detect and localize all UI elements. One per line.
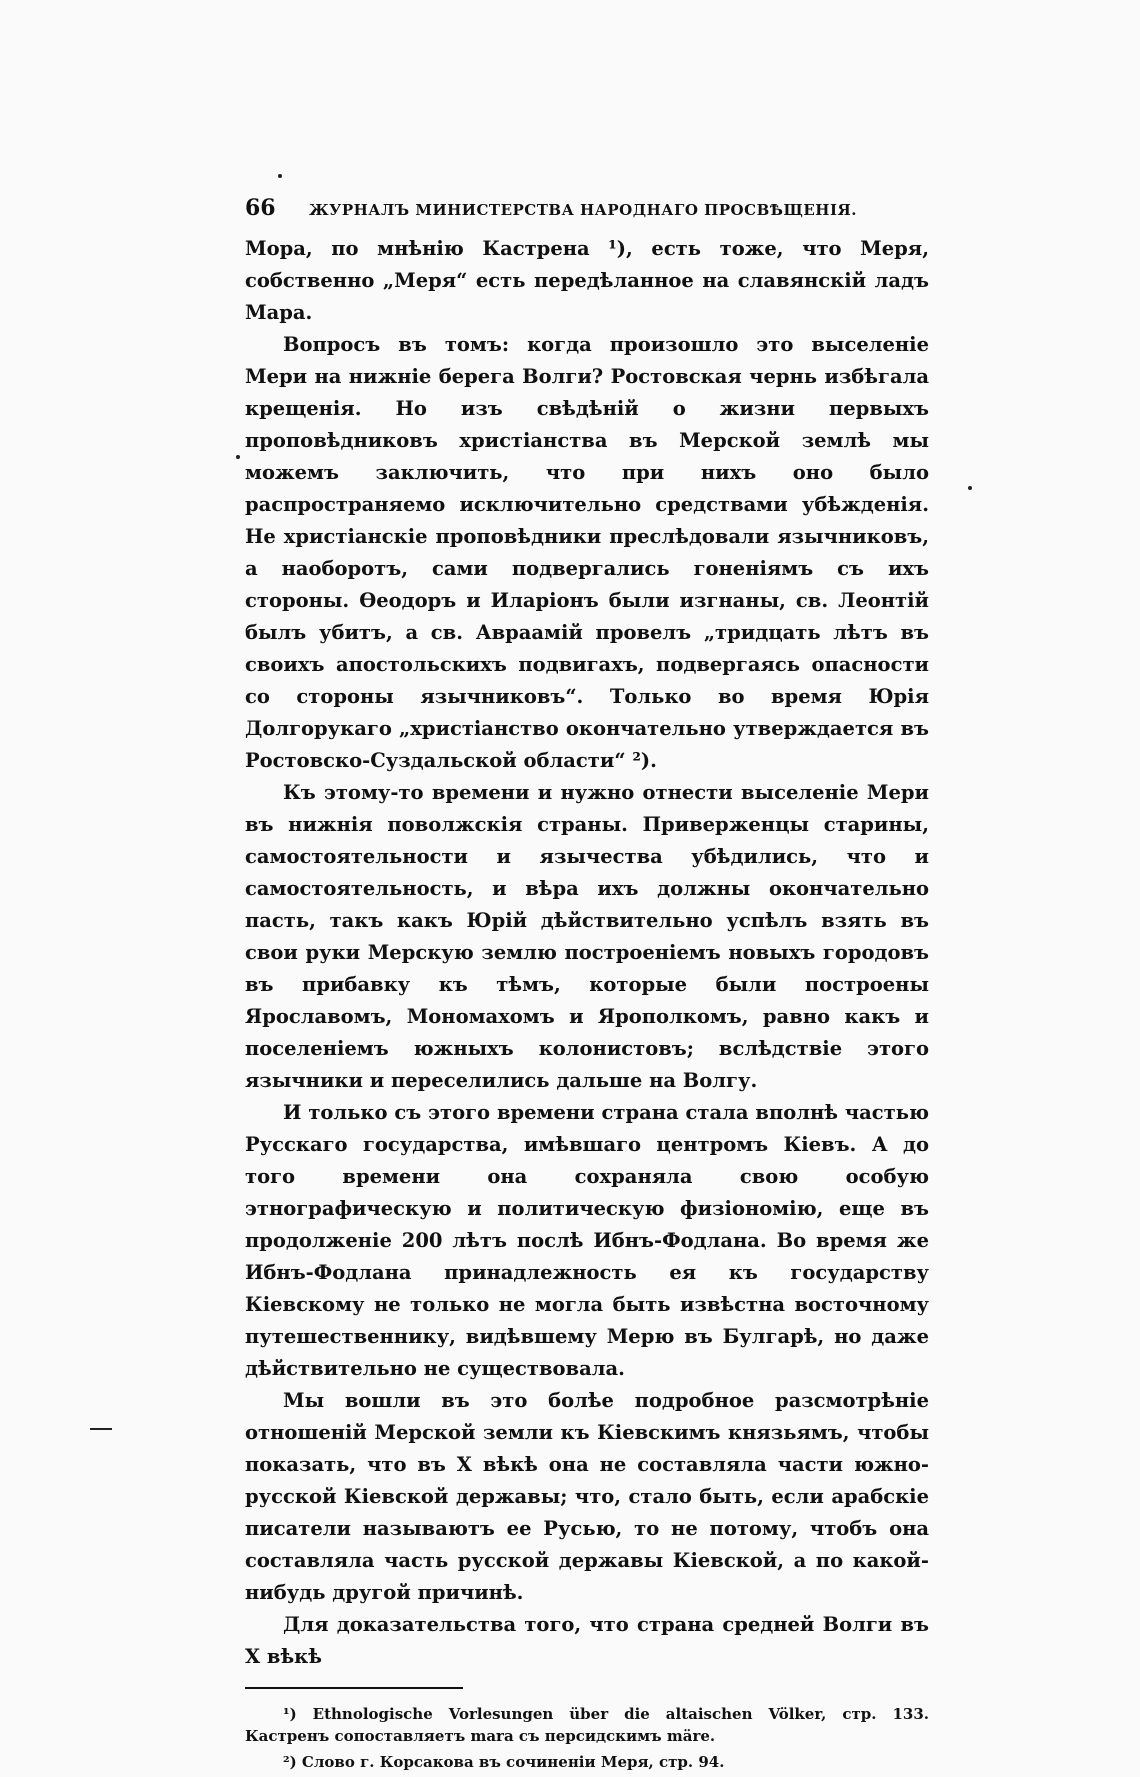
paragraph-1: Мора, по мнѣнію Кастрена ¹), есть тоже, что Меря, собственно „Меря“ есть передѣланное на славянскій ладъ Мара. [245, 237, 929, 324]
footnote-2 [245, 1751, 929, 1773]
footnote-1-marker: ¹) [283, 1705, 297, 1723]
paragraph-6: Для доказательства того, что страна средней Волги въ X вѣкѣ [245, 1613, 929, 1668]
running-head [245, 195, 929, 221]
page-number: 66 [245, 195, 276, 221]
footnote-2-marker: ²) [283, 1753, 297, 1771]
paragraph-2: Вопросъ въ томъ: когда произошло это выселеніе Мери на нижніе берега Волги? Ростовская чернь избѣгала крещенія. Но изъ свѣдѣній о жизни первыхъ проповѣдниковъ христіанства въ Мерской землѣ мы можемъ заключить, что при нихъ оно было распространяемо исключительно средствами убѣжденія. Не христіанскіе проповѣдники преслѣдовали язычниковъ, а наоборотъ, сами подвергались гоненіямъ съ ихъ стороны. Ѳеодоръ и Иларіонъ были изгнаны, св. Леонтій былъ убитъ, а св. Авраамій провелъ „тридцать лѣтъ въ своихъ апостольскихъ подвигахъ, подвергаясь опасности со стороны язычниковъ“. Только во время Юрія Долгорукаго „христіанство окончательно утверждается въ Ростовско-Суздальской области“ ²). [245, 333, 929, 772]
paragraph-3: Къ этому-то времени и нужно отнести выселеніе Мери въ нижнія поволжскія страны. Приверженцы старины, самостоятельности и язычества убѣдились, что и самостоятельность, и вѣра ихъ должны окончательно пасть, такъ какъ Юрій дѣйствительно успѣлъ взять въ свои руки Мерскую землю построеніемъ новыхъ городовъ въ прибавку къ тѣмъ, которые были построены Ярославомъ, Мономахомъ и Ярополкомъ, равно какъ и поселеніемъ южныхъ колонистовъ; вслѣдствіе этого язычники и переселились дальше на Волгу. [245, 781, 929, 1092]
book-page [245, 195, 929, 1777]
footnote-2-text: Слово г. Корсакова въ сочиненіи Меря, стр. 94. [301, 1753, 725, 1771]
body-text [245, 233, 929, 1673]
footnote-1-text: Ethnologische Vorlesungen über die altaischen Völker, стр. 133. Кастренъ сопоставляетъ mara съ персидскимъ märe. [245, 1705, 929, 1745]
footnotes [245, 1703, 929, 1773]
footnote-1 [245, 1703, 929, 1747]
paragraph-4: И только съ этого времени страна стала вполнѣ частью Русскаго государства, имѣвшаго центромъ Кіевъ. А до того времени она сохраняла свою особую этнографическую и политическую физіономію, еще въ продолженіе 200 лѣтъ послѣ Ибнъ-Фодлана. Во время же Ибнъ-Фодлана принадлежность ея къ государству Кіевскому не только не могла быть извѣстна восточному путешественнику, видѣвшему Мерю въ Булгарѣ, но даже дѣйствительно не существовала. [245, 1101, 929, 1380]
scan-speck-left [236, 455, 240, 459]
paragraph-5: Мы вошли въ это болѣе подробное разсмотрѣніе отношеній Мерской земли къ Кіевскимъ князьямъ, чтобы показать, что въ X вѣкѣ она не составляла части южно-русской Кіевской державы; что, стало быть, если арабскіе писатели называютъ ее Русью, то не потому, чтобъ она составляла часть русской державы Кіевской, а по какой-нибудь другой причинѣ. [245, 1389, 929, 1604]
journal-title: ЖУРНАЛЪ МИНИСТЕРСТВА НАРОДНАГО ПРОСВѢЩЕНІЯ. [309, 201, 857, 219]
scan-margin-mark [90, 1428, 112, 1430]
footnote-divider [245, 1687, 463, 1689]
scan-speck-right [968, 486, 972, 490]
scan-speck-top [278, 174, 282, 178]
